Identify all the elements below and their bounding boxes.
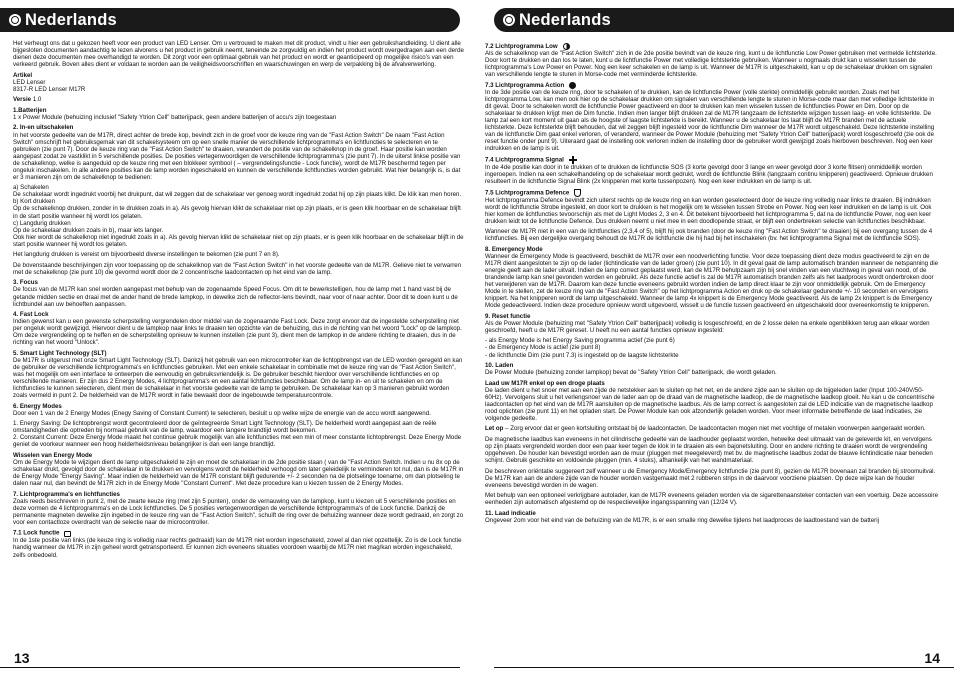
paragraph: Wanneer de M17R niet in een van de lichtfuncties (2,3,4 of 5), blijft hij ook branden (door de keuze ring "Fast Action Switch" te draaien) bij een overgang tussen de 4 lichtfuncties. Bij een dergelijke overgang behoudt de M17R de lichtfunctie die hij had bij het inschakelen (bv. het lichtprogramma Signal met de lichtfunctie SOS).	[485, 228, 933, 243]
language-bullet-icon	[503, 14, 515, 26]
page-body	[485, 40, 938, 528]
section-heading: 7.3 Lichtprogramma Action	[485, 82, 938, 89]
paragraph: De beschreven oriëntatie suggereert zelf wanneer u de Emergency Mode/Emergency lichtfunctie (zie punt 8), gezien de M17R bovenaan zal branden bij stroomuitval. De M17R kan aan de andere zijde van de houder worden vastgemaakt met 2 rubberen strips in de daarvoor voorziene plaatsen. Op deze wijze kan de houder eveneens bevestigd worden in de wagen.	[485, 467, 936, 489]
paragraph: De bovenstaande beschrijvingen zijn voor toepassing op de schakelknop van de "Fast Action Switch" in het voorste gedeelte van de M17R. Gelieve niet te verwarren met de schakelknop (zie punt 10) die gevormd wordt door de 2 concentrische laadcontacten op het eind van de lamp.	[13, 261, 462, 276]
paragraph: a) Schakelen De schakelaar wordt ingedrukt voorbij het drukpunt, dat wil zeggen dat de schakelaar ver genoeg wordt ingedrukt zodat hij op zijn plaats klikt. De klik kan men horen. b) Kort drukken Op de schakelknop drukken, zonder in te drukken zoals in a). Als gevolg hiervan klikt de schakelaar niet op zijn plaats, er is geen klik hoorbaar en de schakelaar blijft in de start positie wanneer hij wordt los gelaten. c) Langdurig drukken Op de schakelaar drukken zoals in b), maar iets langer. Ook hier wordt de schakelknop niet ingedrukt zoals in a). Als gevolg hiervan klikt de schakelaar niet op zijn plaats, er is geen klik hoorbaar en de schakelaar blijft in de start positie wanneer hij wordt los gelaten.	[13, 184, 464, 248]
half-moon-icon	[563, 43, 570, 50]
paragraph: Let op – Zorg ervoor dat er geen kortsluiting ontstaat bij de laadcontacten. De laadcontacten mogen niet met vochtige of metalen voorwerpen aangeraakt worden.	[485, 425, 926, 433]
paragraph: 1. Energy Saving: De lichtopbrengst wordt gecontroleerd door de geïntegreerde Smart Light Technology (SLT). De helderheid wordt aangepast aan de reële omstandigheden die optreden bij normaal gebruik van de lamp, waardoor een langere brandtijd wordt bekomen. 2. Constant Current: Deze Energy Mode maakt het continue gebruik mogelijk van alle lichtfuncties met een min of meer constante lichtopbrengst. Deze Energy Mode geniet de voorkeur wanneer een hoog helderheidsniveau belangrijker is dan een lange brandtijd.	[13, 420, 462, 449]
page-number: 14	[924, 650, 940, 666]
section-heading: 1.Batterijen	[13, 106, 47, 114]
section-heading: 7.1 Lock functie	[13, 529, 465, 537]
shield-icon	[574, 189, 581, 197]
paragraph: Door een 1 van de 2 Energy Modes (Enegy Saving of Constant Current) te selecteren, besluit u op welke wijze de energie van de accu wordt aangewend.	[13, 409, 431, 417]
paragraph: In de 1ste positie van links (de keuze ring is volledig naar rechts gedraaid) kan de M17R niet worden ingeschakeld, zowel al dan niet opzettelijk. Zo is de Lock functie handig wanneer de M17R in zijn geheel wordt getransporteerd. Er kunnen zich eveneens situaties voordoen waarbij de M17R niet mag/kan worden ingeschakeld, zelfs onbedoeld.	[13, 537, 462, 559]
section-heading: 3. Focus	[13, 279, 38, 287]
paragraph: Ongeveer 2om voor het eind van de behuizing van de M17R, is er een smalle ring dewelke tijdens het laadproces de laadtoestand van de batterij	[485, 516, 879, 524]
paragraph: In de 3de positie van de keuze ring, door te schakelen of te drukken, kan de lichtfunctie Power (volle sterkte) onmiddellijk gebruikt worden. Zoals met het lichtprogramma Low, kan men ook hier op de schakelaar drukken om signalen van verschillende lengte te sturen in Morse-code maar dan met volledige lichtsterkte in dit geval. Door te schakelen wordt de lichtfunctie Power geactiveerd en door te drukken kan men wisselen tussen de lichtfuncties Power en Dim. Door op de schakelaar te drukken krijgt men de Dim functie. Indien men langer blijft drukken zal de M17R langzaam de lichtsterkte wijzigen tussen laag- en volle lichtsterkte. De lamp zal een kort moment uit gaan als de hoogste of laagste lichtsterkte is bereikt. Wanneer u de schakelaar los laat blijft de M17R branden met de actuele lichtsterkte. Deze lichtsterkte blijft behouden, dat wil zeggen blijft ingesteld voor de lichtfunctie Dim wanneer de M17R wordt uitgeschakeld. Deze lichtsterkte instelling van de lichtfunctie Dim gaat enkel verloren, of veranderd, wanneer de Power Module (behuizing met "Safety Ytrion Cell" batterijpack) wordt losgeschroefd (zie ook de reset functie onder punt 9). Uiteraard gaat de instelling ook verloren indien de instelling door de gebruiker wordt gewijzigd zoals hierboven beschreven. Nog een keer indrukken en de lamp is uit.	[485, 89, 935, 153]
section-heading: 7.2 Lichtprogramma Low	[485, 43, 938, 50]
paragraph: De laden dient u het snoer met aan een zijde de netstekker aan te sluiten op het net, en de andere zijde aan te sluiten op de bijgeleden lader (Input 100-240V/50-60Hz). Vervolgens sluit u het verlengsnoer van de lader aan op de draad van de magnetische laadkop, die de magnetische laadkop gloeit. Nu kan u de concentrische laadcontacten op het eind van de M17R aansluiten op de magnetische laadbus. Als de lamp correct is aangesloten zal de LED indicatie van de magnetische laadkop rood oplichten (zie punt 11) en het opladen start. De Power Module kan ook afzonderlijk geladen worden. Voor meer informatie betreffende de laad indicaties, zie volgende gedeelte.	[485, 386, 935, 422]
page-right	[477, 0, 954, 675]
paragraph: Wanneer de Emergency Mode is geactiveerd, beschikt de M17R over een noodverlichting functie. Voor deze toepassing dient deze modus geactiveerd te zijn en de M17R dient aangesloten te zijn op de lader (lichtindicatie van de lader groen) (zie punt 10). In dit geval gaat de lamp automatisch branden wanneer de netspanning die energie geeft aan de lader uitvalt. Indien de lamp correct geplaatst werd, kan de M17R behulpzaam zijn bij snel vinden van een vluchtweg in geval van nood, of de brandende lamp kan snel gevonden worden en gebruikt. Als deze functie actief is zal de M17R automatisch branden zelfs als het laadproces wordt onderbroken door het verwijderen van de M17R. Daarom kan deze functie eveneens gebruikt worden indien de lamp direct klaar te zijn voor onmiddellijk gebruik. Om de Emergency Mode in te stellen, zet de keuze ring van de "Fast Action Switch" op het lichtprogramma Action en druk op de schakelaar gedurende +/- 10 seconden en vervolgens knippert. Na het knipperen wordt de lamp uitgeschakeld. Wanneer de lamp 4x knippert is de Emergency Mode geactiveerd. Als de lamp 2x knippert is de Emergency Mode gedeactiveerd. Indien deze procedure opnieuw wordt uitgevoerd, wisselt u de functie tussen geactiveerd en uitgeschakeld door overeenkomstig te knipperen.	[485, 252, 938, 310]
page-title: Nederlands	[519, 10, 611, 29]
section-heading: 2. In-en uitschakelen	[13, 124, 74, 132]
page-header	[0, 8, 460, 32]
paragraph: Om de Energy Mode te wijzigen dient de lamp uitgeschakeld te zijn en moet de schakelaar in de 2de positie staan ( van de "Fast Action Switch. Indien u nu 8x op de schakelaar drukt, gevolgd door de schakelaar in te drukken en vervolgens wordt de helderheid verhoogd om later geleidelijk te verminderen tot nul, dan is de M17R in de Energy Mode "Energy Saving". Maar indien de helderheid van de M17R constant blijft gedurende +/- 2 seconden na de plotselinge toename, om dan plotseling te dalen naar nul, dan bevindt de M17R zich in de Energy Mode "Constant Current". Met deze procedure kan u kiezen tussen de 2 Energy Modes.	[13, 458, 464, 488]
paragraph: - als Energy Mode is het Energy Saving programma actief (zie punt 6) - de Emergency Mode is actief (zie punt 8) - de lichtfunctie Dim (zie punt 7.3) is ingesteld op de laagste lichtsterkte	[485, 337, 679, 359]
section-heading: 7.4 Lichtprogramma Signal	[485, 156, 938, 164]
paragraph: 1 x Power Module (behuizing inclusief "Safety Ytrion Cell" batterijpack, geen andere batterijen of accu's zijn toegestaan	[13, 113, 337, 121]
section-heading: 10. Laden	[485, 362, 514, 370]
section-heading: Artikel	[13, 71, 33, 79]
section-heading: 9. Reset functie	[485, 312, 531, 320]
section-heading: Laad uw M17R enkel op een droge plaats	[485, 379, 605, 387]
paragraph: Indien gewenst kan u een gewenste scherpstelling vergrendelen door middel van de zogenaamde Fast Lock. Deze zorgt ervoor dat de ingestelde scherpstelling niet per ongeluk wordt gewijzigd. Hiervoor dient u de lampkop naar links te draaien ten opzichte van de behuizing, dus in de richting van het woord "Lock" op de lampkop. Om deze vergrendeling op te heffen en de scherpstelling opnieuw te kunnen instellen (zie punt 3), dient men de lampkop in de andere richting te draaien, dus in de richting van het woord "Unlock".	[13, 318, 462, 347]
paragraph: Het langdurig drukken is vereist om bijvoorbeeld diverse instellingen te bekomen (zie punt 7 en 8).	[13, 251, 280, 259]
section-heading: 6. Energy Modes	[13, 402, 62, 410]
paragraph: Als de schakelknop van de "Fast Action Switch" zich in de 2de positie bevindt van de keuze ring, kunt u de lichtfunctie Low Power gebruiken met vermelde lichtsterkte. Door kort te drukken en dan los te laten, kunt u de lichtfunctie Power met volledige lichtsterkte gebruiken. Wanneer u nogmaals drukt kan u wisselen tussen de lichtprogramma's Low Power en Power. Nog een keer schakelen en de lamp is uit. Wanneer de M17R is uitgeschakeld, kan u op de schakelaar drukken om signalen van verschillende lengte te sturen in Morse-code met verminderde lichtsterkte.	[485, 50, 937, 79]
footer-rule	[0, 667, 460, 668]
language-bullet-icon	[9, 14, 21, 26]
paragraph: Als de Power Module (behuizing met "Safety Ytrion Cell" batterijpack) volledig is losgeschroefd, en de 2 losse delen na enkele ogenblikken terug aan elkaar worden geschroefd, heeft u de M17R gereset. U heeft nu een aantal functies opnieuw ingesteld:	[485, 319, 930, 334]
paragraph: Versie 1.0	[13, 96, 42, 104]
paragraph: De magnetische laadbus kan eveneens in het cilindrische gedeelte van de laadhouder geplaatst worden, hetwelke deel uitmaakt van de geleverde kit, en vervolgens op zijn plaats vergrendeld worden door een paar keer tegen de klok in te draaien als een bajonetsluiting. Door en andere richting te draaien wordt de vergrendeling opgeheven. De houder kan bevestigd worden aan de muur (pluggen met meegeleverd) met bv. de magnetische laadbus zodat de blauwe lichtindicatie naar beneden schijnt. Gebruik geschikte en voldoende pluggen (min. 4 stuks), afhankelijk van het wandmateriaal.	[485, 436, 933, 465]
paragraph: Met behulp van een optioneel verkrijgbare autolader, kan de M17R eveneens geladen worden via de sigarettenaansteker contacten van een voertuig. Deze accessoire eenheden zijn automatisch afgestemd op de respectievelijke ingangsspanning van (12/24 V).	[485, 492, 938, 507]
paragraph: LED Lenser 8317-R LED Lenser M17R	[13, 78, 86, 93]
sos-icon	[569, 156, 577, 164]
section-heading: Wisselen van Energy Mode	[13, 451, 93, 459]
full-moon-icon	[569, 82, 576, 89]
paragraph: De Power Module (behuizing zonder lampkop) bevat de "Safety Ytrion Cell" batterijpack, die wordt geladen.	[485, 369, 777, 377]
paragraph: Het verheugt ons dat u gekozen heeft voor een product van LED Lenser. Om u vertrouwd te maken met dit product, vindt u hier een gebruikshandleiding. U dient alle bijgesloten documenten aandachtig te lezen alvorens u het product in gebruik neemt, teneinde ze zorgvuldig en indien het product wordt overgedragen aan een derde dienen deze documenten mee overhandigd te worden. Dit zorgt voor een optimaal gebruik van het product en wordt er geanticipeerd op mogelijke risico's van een verkeerd gebruik. Boven alles dient er voldaan te worden aan de veiligheidsvoorschriften en waarschuwingen en werp de verpakking bij de afvalverwerking.	[13, 40, 464, 69]
paragraph: De focus van de M17R kan snel worden aangepast met behulp van de zogenaamde Speed Focus. Om dit te bewerkstelligen, hou de lamp met 1 hand vast bij de getande midden sectie en draai met de ander hand de brede lampkop, in dewelke zich de reflector-lens bevindt, naar voor of naar achter. Door dit te doen kunt u de lichtbundel aan uw behoeften aanpassen.	[13, 286, 458, 308]
paragraph: Zoals reeds beschreven in punt 2, met de zwarte keuze ring (met zijn 5 punten), onder de vernauwing van de lampkop, kunt u kiezen uit 5 verschillende posities en deze vormen de 4 lichtprogramma's en de Lock lichtfuncties. De 5 posities vertegenwoordigen de verschillende lichtprogramma's of de Lock functie. Dankzij de permanente magneten dewelke zijn ingebed in de keuze ring van de "Fast Action Switch", schuift de ring over de behuizing wanneer deze wordt gedraaid, en zorgt zo voor een contactloze overdracht van de selectie naar de microcontroller.	[13, 497, 464, 526]
page-body	[13, 40, 465, 562]
page-number: 13	[14, 650, 30, 666]
section-heading: 7. Lichtprogramma's en lichtfuncties	[13, 490, 120, 498]
section-heading: 5. Smart Light Technology (SLT)	[13, 349, 107, 357]
footer-rule	[494, 667, 954, 668]
paragraph: In het voorste gedeelte van de M17R, direct achter de brede kop, bevindt zich in de groef voor de keuze ring van de "Fast Action Switch" De naam "Fast Action Switch" omschrijft het gebruiksgemak van dit schakelsysteem om op een snelle manier de verschillende lichtprogramma's en lichtfuncties te selecteren en te gebruiken (zie punt 7). Door de keuze ring van de "Fast Action Switch" te draaien, verandert de positie van de schakelknop in de groef. Haar positie kan worden aangepast zodat ze vastklikt in 5 verschillende posities. De posities vertegenwoordigen de verschillende lichtprogramma's (zie punt 7). In de uiterst linkse positie van de schakelknop, welke is aangeduid op de keuze ring met een blokkeer symbool ( – vergrendelingsfunctie - Lock functie), wordt de M17R beschermd tegen per ongeluk inschakelen. In alle andere posities kan de lamp worden ingeschakeld en kunnen de verschillende lichtfuncties worden gebruikt. Wat hier belangrijk is, is dat er 3 manieren zijn om de schakelknop te bedienen:	[13, 131, 461, 181]
page-header	[494, 8, 954, 32]
section-heading: 11. Laad indicatie	[485, 509, 536, 517]
paragraph: Het lichtprogramma Defence bevindt zich uiterst rechts op de keuze ring en kan worden geselecteerd door de keuze ring volledig naar links te draaien. Bij indrukken wordt de lichtfunctie Strobe ingesteld, en door kort te drukken is het mogelijk om te wisselen tussen Strobe en Power. Nog een keer indrukken en de lamp is uit. Ook hier komen de lichtfuncties tevoorschijn als met de Light Modes 2, 3 en 4. Dit betekent bijvoorbeeld het lichtprogramma 5, dat na de lichtfunctie Power, nog een keer drukken leidt tot de lichtfunctie Defence. Dus drukken neemt u niet mee in een doodlopende straat, er blijft een onderbreken selectie van lichtfuncties beschikbaar.	[485, 196, 932, 225]
page-title: Nederlands	[25, 10, 117, 29]
section-heading: 4. Fast Lock	[13, 311, 49, 319]
section-heading: 7.5 Lichtprogramma Defence	[485, 189, 938, 197]
paragraph: De M17R is uitgerust met onze Smart Light Technology (SLT). Dankzij het gebruik van een microcontroller kan de lichtopbrengst van de LED worden geregeld en kan de gebruiker de verschillende lichtprogramma's en lichtfuncties gebruiken. Met een enkele schakelaar in combinatie met de keuze ring van de "Fast Action Switch", was het mogelijk om een interface te ontwerpen die eenvoudig en gebruiksvriendelijk is. De gebruiker beschikt hierdoor over verschillende lichtfuncties en op verschillende manieren. Er zijn dus 2 Energy Modes, 4 lichtprogramma's en een aantal lichtfuncties beschikbaar. Om de lamp in- en uit te schakelen en om de lichtfuncties te kunnen selecteren, dient men de schakelaar in het voorste gedeelte van de lamp te gebruiken. De schakelaar kan op 3 manieren gebruikt worden zoals vermeld in punt 2. De helderheid van de M17R wordt in fatie bewaakt door de ingebouwde temperatuurcontrole.	[13, 356, 463, 400]
section-heading: 8. Emergency Mode	[485, 245, 543, 253]
paragraph: In de 4de positie kan door in te drukken of te drukken de lichtfunctie SOS (3 korte gevolgd door 3 lange en weer gevolgd door 3 korte flitsen) onmiddellijk worden ingeroepen. Indien na een schakelhandeling op de schakelaar wordt gedrukt, wordt de lichtfunctie Blink (langzaam continu knipperen) geactiveerd. Opnieuw drukken resulteert in de lichtfunctie Signal Blink (2x knipperen met korte tussenpozen). Nog een keer indrukken en de lamp is uit.	[485, 163, 933, 186]
